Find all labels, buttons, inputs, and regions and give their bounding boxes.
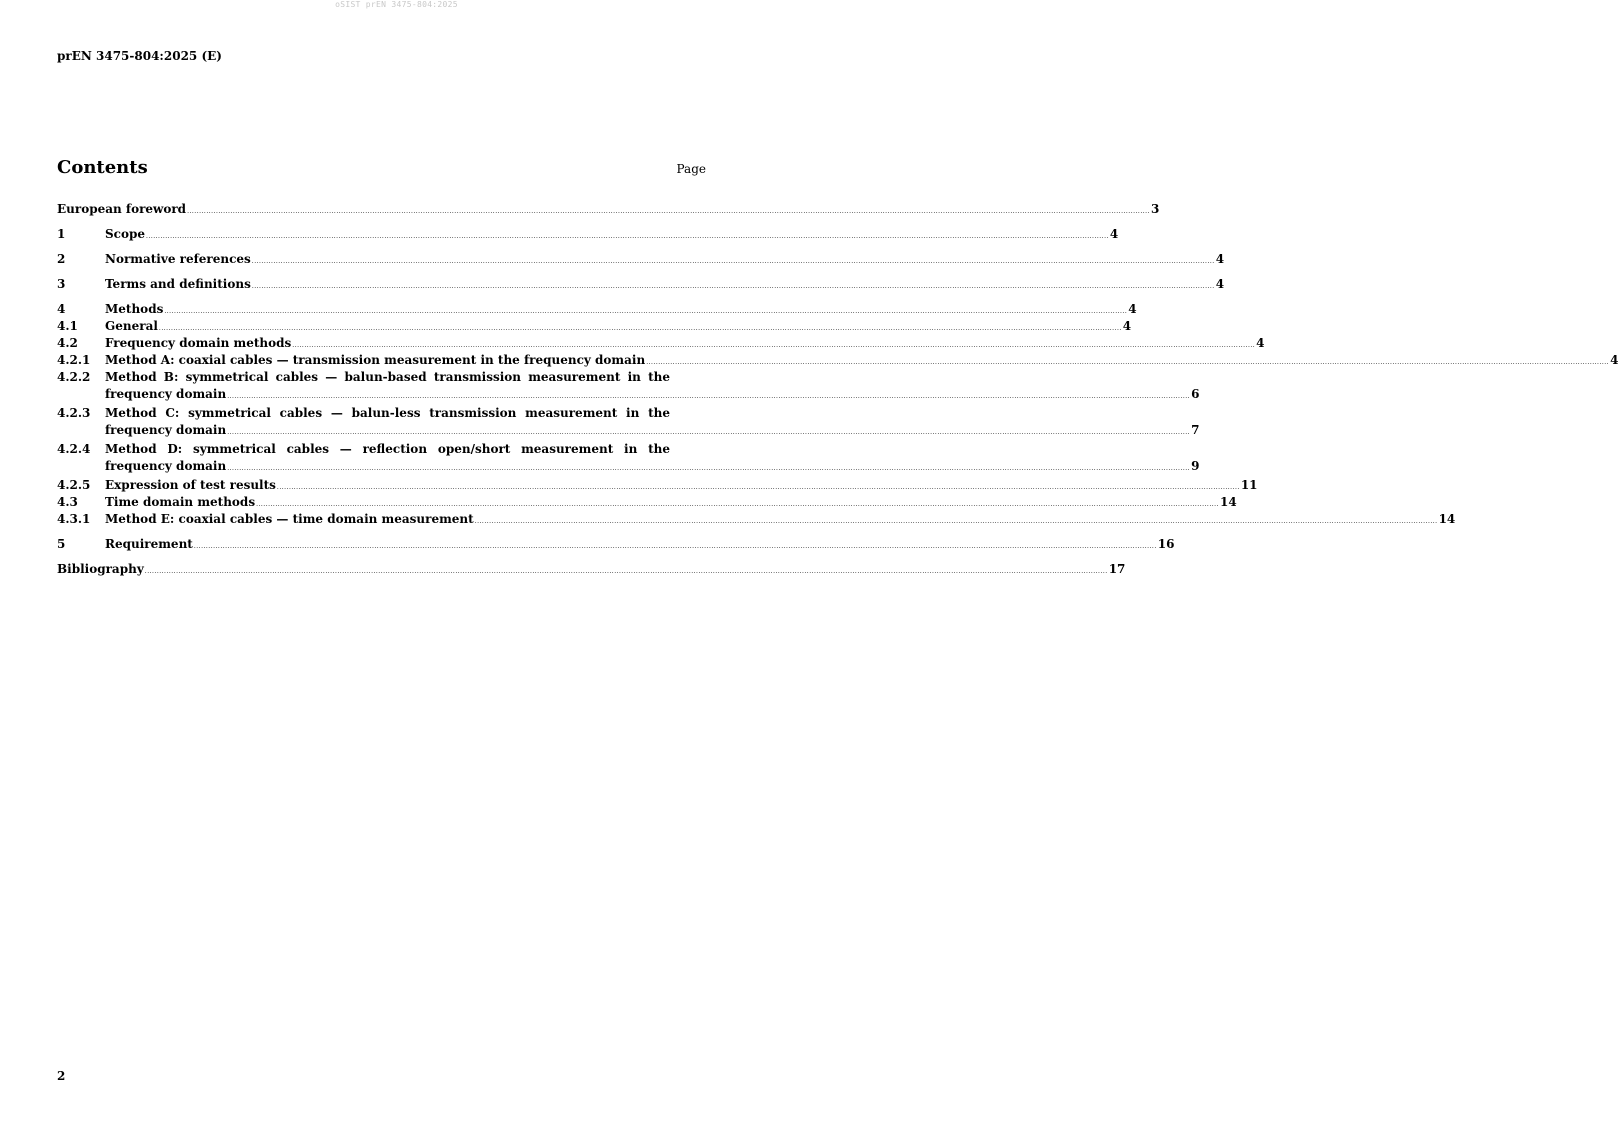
contents-title: Contents — [57, 157, 148, 178]
toc-entry-title: Normative references — [105, 252, 251, 266]
toc-entry-title: Method A: coaxial cables — transmission measurement in the frequency domain — [105, 353, 646, 367]
toc-entry[interactable] — [57, 511, 1456, 528]
toc-entry[interactable] — [57, 201, 1160, 218]
toc-entry-body — [105, 276, 1225, 295]
toc-entry-page: 4 — [1128, 302, 1137, 316]
page-number: 2 — [57, 1069, 66, 1083]
toc-entry-body — [105, 405, 1200, 441]
toc-entry-title: Frequency domain methods — [105, 336, 292, 350]
toc-entry[interactable] — [57, 276, 1225, 293]
toc-entry-title: European foreword — [57, 202, 187, 216]
toc-entry-title: General — [105, 319, 158, 333]
dot-leader: ................................................................................................................................................................................................................................................................................................................................................................................................................ — [474, 518, 1438, 525]
toc-entry-number: 4.3.1 — [57, 512, 91, 526]
toc-entry-body — [105, 251, 1225, 270]
toc-entry-page: 3 — [1150, 202, 1160, 216]
toc-entry-number: 4.2.1 — [57, 353, 91, 367]
toc-entry-title-line: Method D: symmetrical cables — reflection open/short measurement in the — [105, 442, 670, 456]
toc-entry-body — [105, 369, 1200, 405]
dot-leader: ................................................................................................................................................................................................................................................................................................................................................................................................................ — [251, 258, 1215, 265]
toc-entry-number: 4.2 — [57, 336, 78, 350]
toc-entry-title-line: Method B: symmetrical cables — balun-based transmission measurement in the — [105, 370, 670, 384]
toc-entry[interactable] — [57, 352, 1618, 369]
toc-entry-title: frequency domain — [105, 423, 227, 437]
toc-entry-title: frequency domain — [105, 459, 227, 473]
document-id: prEN 3475-804:2025 (E) — [57, 49, 222, 63]
toc-entry-page: 14 — [1219, 495, 1237, 509]
toc-entry-body — [57, 561, 1126, 580]
toc-entry-title: Methods — [105, 302, 164, 316]
dot-leader: ................................................................................................................................................................................................................................................................................................................................................................................................................ — [187, 208, 1150, 215]
dot-leader: ................................................................................................................................................................................................................................................................................................................................................................................................................ — [164, 308, 1128, 315]
toc-entry[interactable] — [57, 335, 1265, 352]
toc-entry-page: 16 — [1157, 537, 1175, 551]
toc-entry-page: 4 — [1122, 319, 1132, 333]
toc-entry-number: 4.2.2 — [57, 370, 91, 384]
toc-entry-title: Time domain methods — [105, 495, 256, 509]
toc-entry-page: 4 — [1610, 353, 1618, 367]
toc-entry-page: 4 — [1215, 252, 1225, 266]
toc-entry-title: Expression of test results — [105, 478, 276, 492]
toc-entry-body — [105, 226, 1119, 245]
dot-leader: ................................................................................................................................................................................................................................................................................................................................................................................................................ — [227, 429, 1191, 436]
toc-entry-page: 4 — [1215, 277, 1225, 291]
toc-entry[interactable] — [57, 536, 1175, 553]
dot-leader: ................................................................................................................................................................................................................................................................................................................................................................................................................ — [144, 568, 1108, 575]
dot-leader: ................................................................................................................................................................................................................................................................................................................................................................................................................ — [227, 465, 1191, 472]
toc-entry-number: 1 — [57, 227, 66, 241]
toc-entry-page: 9 — [1191, 459, 1200, 473]
dot-leader: ................................................................................................................................................................................................................................................................................................................................................................................................................ — [646, 359, 1610, 366]
toc-entry-number: 4 — [57, 302, 66, 316]
toc-entry[interactable] — [57, 226, 1119, 243]
toc-entry[interactable] — [57, 369, 1200, 405]
toc-entry-title: Scope — [105, 227, 146, 241]
dot-leader: ................................................................................................................................................................................................................................................................................................................................................................................................................ — [276, 484, 1240, 491]
dot-leader: ................................................................................................................................................................................................................................................................................................................................................................................................................ — [292, 342, 1256, 349]
toc-entry[interactable] — [57, 477, 1258, 494]
toc-entry-title: frequency domain — [105, 387, 227, 401]
toc-entry[interactable] — [57, 301, 1137, 318]
toc-entry-page: 11 — [1240, 478, 1258, 492]
toc-entry-number: 4.3 — [57, 495, 78, 509]
dot-leader: ................................................................................................................................................................................................................................................................................................................................................................................................................ — [158, 325, 1122, 332]
toc-entry-number: 4.2.3 — [57, 406, 91, 420]
page-column-label: Page — [676, 162, 706, 176]
toc-entry[interactable] — [57, 318, 1132, 335]
toc-entry-page: 7 — [1191, 423, 1200, 437]
toc-entry-page: 17 — [1108, 562, 1126, 576]
watermark: oSIST prEN 3475-804:2025 — [335, 0, 458, 9]
table-of-contents — [57, 201, 1618, 578]
toc-entry[interactable] — [57, 561, 1126, 578]
toc-entry-title-line: Method C: symmetrical cables — balun-less transmission measurement in the — [105, 406, 670, 420]
toc-entry-body — [105, 511, 1456, 530]
toc-entry-number: 2 — [57, 252, 66, 266]
toc-entry-title: Terms and definitions — [105, 277, 251, 291]
toc-entry-body — [105, 536, 1175, 555]
toc-entry-title: Method E: coaxial cables — time domain measurement — [105, 512, 474, 526]
dot-leader: ................................................................................................................................................................................................................................................................................................................................................................................................................ — [256, 501, 1219, 508]
dot-leader: ................................................................................................................................................................................................................................................................................................................................................................................................................ — [146, 233, 1109, 240]
toc-entry-number: 5 — [57, 537, 66, 551]
toc-entry-body — [105, 441, 1200, 477]
toc-entry-number: 4.2.4 — [57, 442, 91, 456]
toc-entry[interactable] — [57, 251, 1225, 268]
toc-entry-number: 4.1 — [57, 319, 78, 333]
dot-leader: ................................................................................................................................................................................................................................................................................................................................................................................................................ — [251, 283, 1215, 290]
toc-entry[interactable] — [57, 441, 1200, 477]
toc-entry-page: 4 — [1109, 227, 1119, 241]
toc-entry[interactable] — [57, 494, 1237, 511]
toc-entry-number: 4.2.5 — [57, 478, 91, 492]
toc-entry-page: 14 — [1438, 512, 1456, 526]
dot-leader: ................................................................................................................................................................................................................................................................................................................................................................................................................ — [193, 543, 1157, 550]
dot-leader: ................................................................................................................................................................................................................................................................................................................................................................................................................ — [227, 393, 1191, 400]
toc-entry-page: 4 — [1256, 336, 1265, 350]
toc-entry-body — [57, 201, 1160, 220]
toc-entry-page: 6 — [1191, 387, 1200, 401]
toc-entry-title: Bibliography — [57, 562, 144, 576]
toc-entry-number: 3 — [57, 277, 66, 291]
toc-entry[interactable] — [57, 405, 1200, 441]
toc-entry-title: Requirement — [105, 537, 193, 551]
